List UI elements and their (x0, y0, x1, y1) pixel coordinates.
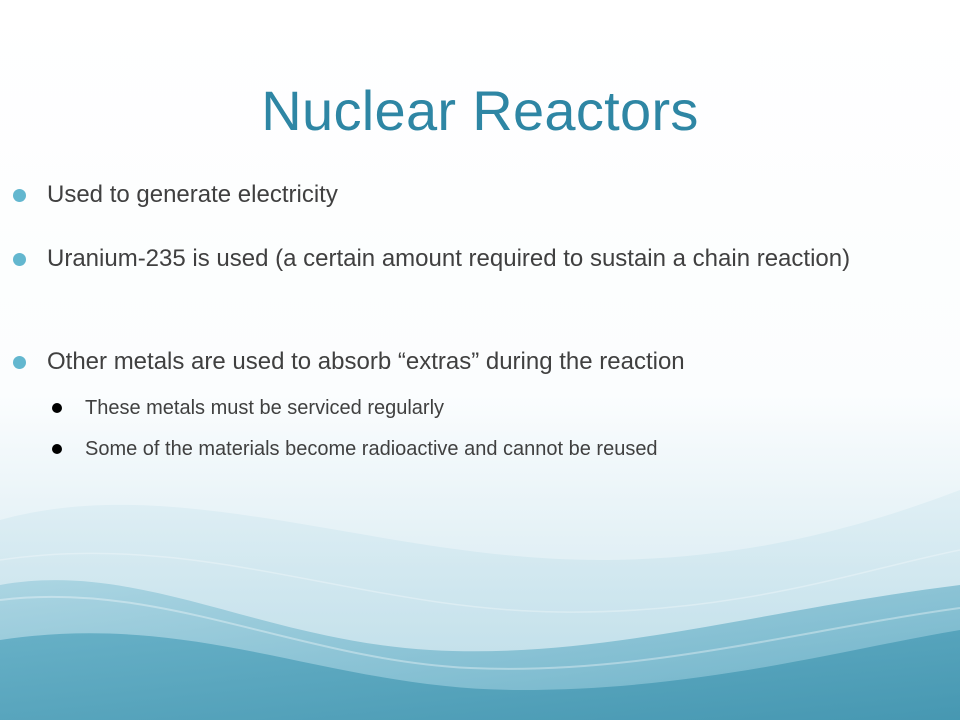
sub-bullet-item (85, 395, 945, 421)
sub-bullet-text: These metals must be serviced regularly (85, 397, 445, 419)
bullet-dot-icon (13, 356, 26, 369)
slide-title: Nuclear Reactors (261, 79, 699, 142)
bullet-text: Uranium-235 is used (a certain amount required to sustain a chain reaction) (47, 245, 851, 272)
bullet-text: Other metals are used to absorb “extras” during the reaction (47, 348, 685, 375)
bullet-dot-icon (13, 253, 26, 266)
sub-bullet-dot-icon (52, 444, 62, 454)
sub-bullet-text: Some of the materials become radioactive and cannot be reused (85, 438, 658, 460)
sub-bullet-dot-icon (52, 403, 62, 413)
bullet-dot-icon (13, 189, 26, 202)
bullet-item (47, 179, 917, 211)
bullet-item (47, 243, 917, 275)
bullet-item (47, 346, 917, 378)
bullet-text: Used to generate electricity (47, 181, 338, 208)
sub-bullet-item (85, 436, 945, 462)
